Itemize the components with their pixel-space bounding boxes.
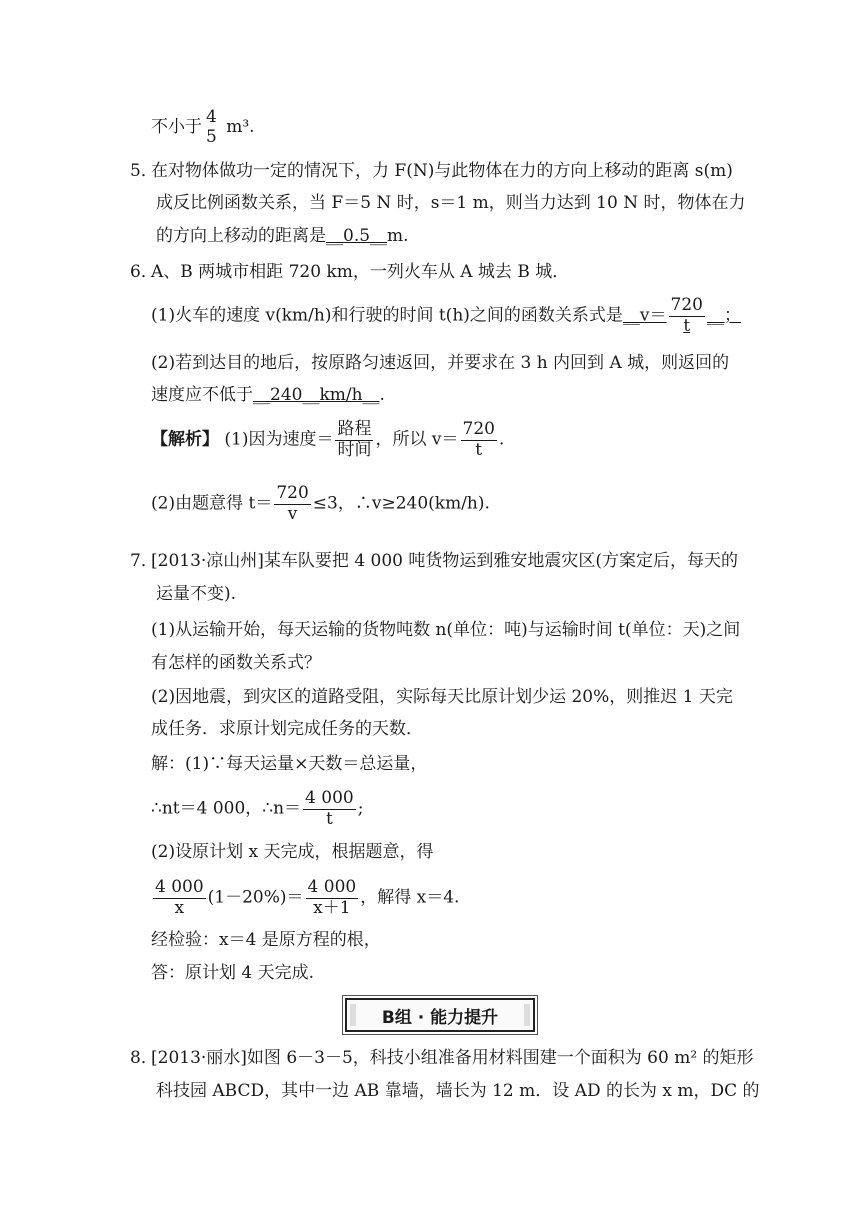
q8-number: 8． — [130, 1048, 158, 1068]
q6-analysis-line2: (2)由题意得 t＝ $\frac{720}{v}$ ≤3，∴v≥240(km/h). — [151, 483, 490, 524]
q7-line2: 运量不变). — [156, 584, 237, 604]
speed-formula-fraction: $\frac{\text{路程}}{\text{时间}}$ — [337, 419, 372, 460]
carry-unit: m³. — [220, 117, 255, 138]
q7-solution-line1: 解：(1)∵每天运量×天数＝总运量， — [151, 754, 428, 774]
section-banner — [345, 998, 535, 1032]
q8-line2: 科技园 ABCD，其中一边 AB 靠墙，墙长为 12 m．设 AD 的长为 x m，DC 的 — [156, 1081, 760, 1101]
carry-line — [151, 108, 255, 147]
q8-line1: [2013·丽水]如图 6－3－5，科技小组准备用材料围建一个面积为 60 m² 的矩形 — [151, 1048, 754, 1068]
q6-analysis-line1: 【解析】 (1)因为速度＝ $\frac{\text{路程}}{\text{时间}}$ ，所以 v＝ $\frac{720}{t}$ . — [151, 419, 505, 460]
q6-part1-fraction: $\frac{720}{t}$ — [670, 295, 703, 336]
analysis-label: 【解析】 — [151, 429, 219, 450]
q7-part1-line2: 有怎样的函数关系式？ — [151, 653, 321, 673]
q5-line3: 的方向上移动的距离是__0.5__m. — [156, 226, 409, 246]
q7-solution-line6: 答：原计划 4 天完成. — [151, 963, 315, 983]
q7-solution-line2: ∴nt＝4 000，∴n＝ $\frac{4 000}{t}$ ; — [151, 788, 364, 829]
q7-line1: [2013·凉山州]某车队要把 4 000 吨货物运到雅安地震灾区(方案定后，每天的 — [151, 551, 739, 571]
q5-line1: 在对物体做功一定的情况下，力 F(N)与此物体在力的方向上移动的距离 s(m) — [151, 161, 733, 181]
q7-solution-line5: 经检验：x＝4 是原方程的根， — [151, 930, 381, 950]
q6-part2-line2: 速度应不低于__240__km/h__. — [151, 385, 385, 405]
q5-answer: __0.5__ — [326, 226, 388, 246]
q7-part2-line1: (2)因地震，到灾区的道路受阻，实际每天比原计划少运 20%，则推迟 1 天完 — [151, 687, 733, 707]
q7-part2-line2: 成任务．求原计划完成任务的天数． — [151, 719, 423, 739]
q7-part1-line1: (1)从运输开始，每天运输的货物吨数 n(单位：吨)与运输时间 t(单位：天)之间 — [151, 620, 741, 640]
equation-right-fraction: $\frac{4 000}{x+1}$ — [307, 877, 357, 918]
q7-number: 7． — [130, 551, 158, 571]
t-fraction: $\frac{720}{v}$ — [276, 483, 309, 524]
equation-left-fraction: $\frac{4 000}{x}$ — [155, 877, 204, 918]
carry-text: 不小于 — [151, 117, 202, 138]
v-fraction: $\frac{720}{t}$ — [462, 419, 495, 460]
q6-number: 6． — [130, 262, 158, 282]
q6-line1: A、B 两城市相距 720 km，一列火车从 A 城去 B 城． — [151, 262, 570, 282]
q6-part1: (1)火车的速度 v(km/h)和行驶的时间 t(h)之间的函数关系式是__v＝ $\frac{720}{t}$ __； — [151, 295, 741, 336]
n-fraction: $\frac{4 000}{t}$ — [305, 788, 354, 829]
q5-line2: 成反比例函数关系，当 F＝5 N 时，s＝1 m，则当力达到 10 N 时，物体在力 — [156, 193, 746, 213]
q7-solution-line4: $\frac{4 000}{x}$ (1－20%)＝ $\frac{4 000}{x+1}$ ，解得 x＝4. — [155, 877, 460, 918]
q5-number: 5． — [130, 161, 158, 181]
carry-fraction: 4 5 — [206, 107, 217, 147]
q7-solution-line3: (2)设原计划 x 天完成，根据题意，得 — [151, 842, 434, 862]
q6-part1-answer: __v＝ — [622, 305, 667, 326]
q6-part2-answer: __240__km/h__ — [253, 385, 380, 405]
section-banner-text: B组 · 能力提升 — [381, 1007, 499, 1028]
q6-part2-line1: (2)若到达目的地后，按原路匀速返回，并要求在 3 h 内回到 A 城，则返回的 — [151, 353, 730, 373]
